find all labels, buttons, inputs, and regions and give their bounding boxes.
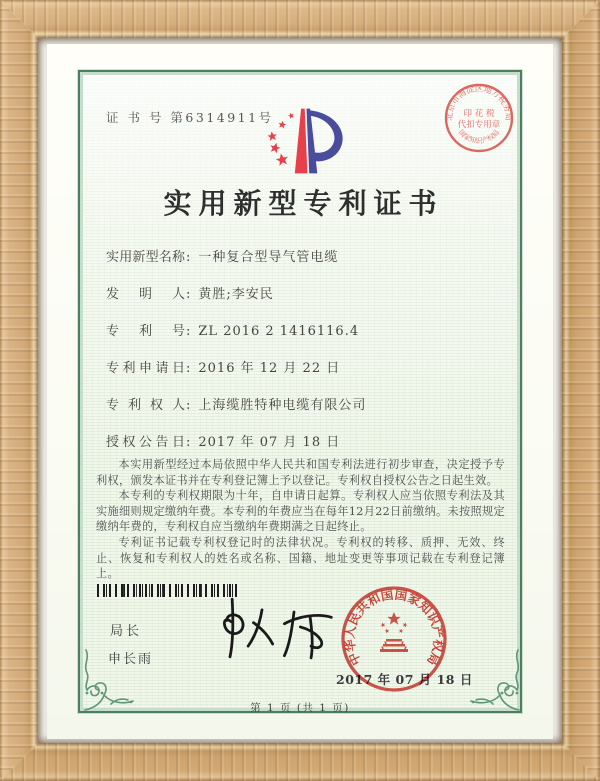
field-row-patentee <box>106 398 506 435</box>
frame-top <box>0 0 600 38</box>
certificate-fields <box>106 250 506 472</box>
field-value: 上海缆胜特种电缆有限公司 <box>198 398 367 413</box>
field-row-patent-no <box>106 324 506 361</box>
field-value: 2016 年 12 月 22 日 <box>198 361 341 376</box>
duty-seal-line2: 代扣专用章 <box>457 120 501 130</box>
field-colon: : <box>186 250 191 265</box>
field-label: 专利号 <box>106 324 185 339</box>
official-seal <box>334 579 454 699</box>
director-name: 申长雨 <box>108 652 154 667</box>
signature-icon <box>214 590 342 666</box>
legal-paragraph: 本专利的专利权期限为十年，自申请日起算。专利权人应当依照专利法及其实施细则规定缴纳年费。本专利的年费应当在每年12月22日前缴纳。未按照规定缴纳年费的，专利权自应当缴纳年费期满之日起终止。 <box>96 489 505 534</box>
field-row-filing-date <box>106 361 506 398</box>
field-value: 一种复合型导气管电缆 <box>198 250 339 265</box>
field-value: 2017 年 07 月 18 日 <box>198 435 341 450</box>
legal-text <box>96 457 505 582</box>
field-label: 发明人 <box>106 287 185 302</box>
field-label: 实用新型名称 <box>106 250 185 265</box>
field-colon: : <box>186 361 191 376</box>
field-colon: : <box>186 398 191 413</box>
field-value: 黄胜;李安民 <box>198 287 274 302</box>
duty-seal-ring-top: 北京市海淀区地方税务局 <box>443 83 515 121</box>
official-seal-ring-text: 中华人民共和国国家知识产权局 <box>341 586 447 668</box>
legal-paragraph: 专利证书记载专利权登记时的法律状况。专利权的转移、质押、无效、终止、恢复和专利权人的姓名或名称、国籍、地址变更等事项记载在专利登记簿上。 <box>96 535 505 581</box>
frame-right <box>562 0 600 781</box>
certificate-number: 证 书 号 第6314911号 <box>106 110 274 125</box>
director-title: 局长 <box>110 624 143 639</box>
svg-text:国家知识产权局 <box>457 128 501 145</box>
page-number: 第 1 页 (共 1 页) <box>250 702 350 714</box>
duty-seal-line1: 印 花 税 <box>463 109 495 119</box>
frame-left <box>0 0 38 781</box>
field-value: ZL 2016 2 1416116.4 <box>198 324 360 339</box>
field-label: 专利申请日 <box>106 361 185 376</box>
sipo-logo-icon <box>257 104 347 178</box>
field-row-name <box>106 250 506 287</box>
field-label: 专利权人 <box>106 398 185 413</box>
certificate-body <box>78 70 522 713</box>
national-emblem-icon <box>380 612 408 652</box>
svg-text:中华人民共和国国家知识产权局 <box>342 587 447 669</box>
field-colon: : <box>186 287 191 302</box>
field-row-inventor <box>106 287 506 324</box>
frame-bottom <box>0 743 600 781</box>
stamp-duty-seal <box>443 82 515 154</box>
field-colon: : <box>186 435 191 450</box>
legal-paragraph: 本实用新型经过本局依照中华人民共和国专利法进行初步审查，决定授予专利权，颁发本证书并在专利登记簿上予以登记。专利权自授权公告之日起生效。 <box>96 458 505 487</box>
field-label: 授权公告日 <box>106 435 185 450</box>
field-colon: : <box>186 324 191 339</box>
duty-seal-ring-bottom: 国家知识产权局 <box>456 128 502 145</box>
certificate-title: 实用新型专利证书 <box>163 187 444 220</box>
issue-date: 2017 年 07 月 18 日 <box>336 672 473 687</box>
